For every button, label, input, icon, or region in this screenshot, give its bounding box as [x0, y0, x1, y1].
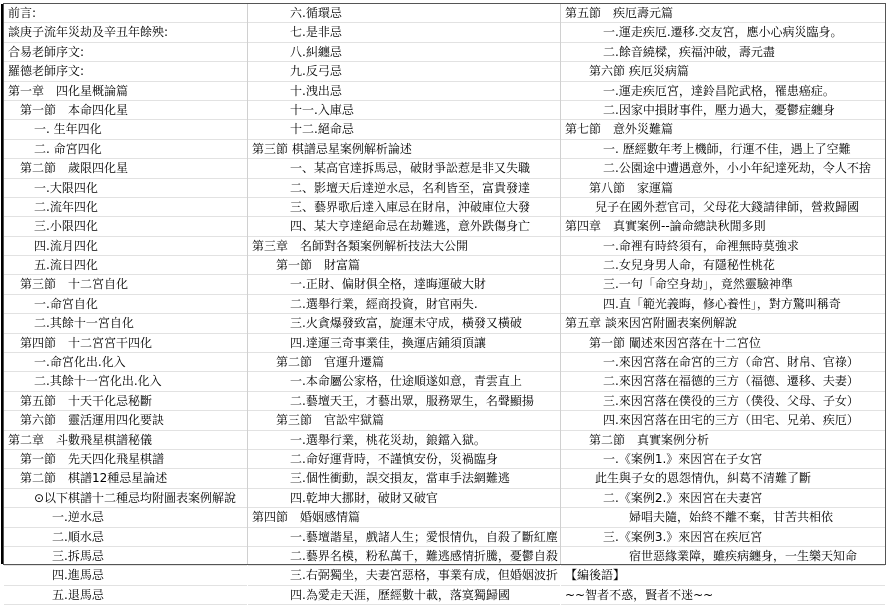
- toc-entry-text: 此生與子女的恩怨情仇，糾葛不清難了斷: [595, 471, 812, 486]
- toc-entry-text: 兒子在國外惹官司，父母花大錢請律師，營救歸國: [595, 199, 860, 214]
- toc-entry-text: 第三節 十二宮自化: [20, 277, 129, 292]
- toc-row: [4, 334, 247, 353]
- toc-row: [4, 140, 247, 159]
- toc-entry-text: 四.直「範光義晦，修心養性」，對方驚叫稱奇: [603, 296, 841, 311]
- toc-row: [248, 275, 560, 294]
- toc-entry-text: 三.個性衝動，誤交損友，當車手法網難逃: [290, 471, 510, 486]
- toc-entry-text: 第六節 靈活運用四化要訣: [20, 413, 165, 428]
- toc-row: [248, 566, 560, 585]
- table-of-contents-sheet: [3, 3, 886, 602]
- toc-row: [561, 334, 885, 353]
- toc-entry-text: 七.是非忌: [290, 25, 342, 40]
- toc-row: [248, 431, 560, 450]
- toc-row: [4, 295, 247, 314]
- toc-entry-text: 三.拆馬忌: [52, 548, 104, 563]
- toc-row: [561, 547, 885, 566]
- toc-entry-text: 第二節 棋譜12種忌星論述: [20, 471, 168, 486]
- toc-entry-text: 第五章 談來因宮附圖表案例解說: [565, 316, 737, 331]
- toc-entry-text: 五.退馬忌: [52, 587, 104, 602]
- toc-row: [248, 23, 560, 42]
- toc-entry-text: 談庚子流年災劫及辛丑年餘殃:: [8, 25, 169, 40]
- toc-row: [4, 411, 247, 430]
- toc-row: [561, 586, 885, 605]
- toc-entry-text: 二.藝界名模，粉私萬千，難逃感情折騰，憂鬱自殺: [290, 548, 558, 563]
- toc-row: [4, 82, 247, 101]
- toc-row: [561, 62, 885, 81]
- toc-row: [248, 508, 560, 527]
- toc-entry-text: 二.選舉行業，經商投資，財官兩失.: [290, 296, 478, 311]
- toc-row: [561, 159, 885, 178]
- toc-entry-text: 八.糾纏忌: [290, 44, 342, 59]
- toc-row: [561, 431, 885, 450]
- toc-entry-text: 三.來因宮落在僕役的三方（僕役、父母、子女）: [603, 393, 859, 408]
- toc-entry-text: 第八節 家運篇: [589, 180, 674, 195]
- toc-row: [248, 140, 560, 159]
- toc-entry-text: 三.《案例3.》來因宮在疾厄宮: [603, 529, 763, 544]
- toc-entry-text: 四.流月四化: [34, 238, 98, 253]
- toc-row: [561, 82, 885, 101]
- toc-entry-text: 三.火貪爆發致富，旋運未守成，橫發又橫破: [290, 316, 522, 331]
- toc-row: [4, 547, 247, 566]
- toc-entry-text: 第五節 十天干化忌秘斷: [20, 393, 153, 408]
- toc-entry-text: 一.運走疾厄宮，達鈴昌陀武格，罹患癌症。: [603, 83, 835, 98]
- toc-entry-text: 一.來因宮落在命宮的三方（命宮、財帛、官祿）: [603, 355, 859, 370]
- toc-row: [4, 566, 247, 585]
- toc-entry-text: 二.流年四化: [34, 199, 98, 214]
- toc-row: [561, 256, 885, 275]
- toc-row: [248, 314, 560, 333]
- toc-row: [561, 140, 885, 159]
- toc-entry-text: 三.小限四化: [34, 219, 98, 234]
- toc-row: [248, 217, 560, 236]
- toc-entry-text: 第二節 真實案例分析: [589, 432, 710, 447]
- toc-entry-text: 合易老師序文:: [8, 44, 85, 59]
- toc-row: [248, 101, 560, 120]
- toc-row: [248, 256, 560, 275]
- toc-entry-text: 一.《案例1.》來因宮在子女宮: [603, 451, 763, 466]
- toc-entry-text: 第四節 十二宮宮干四化: [20, 335, 153, 350]
- toc-entry-text: 四.達運三奇事業佳，換運店鋪須頂讓: [290, 335, 486, 350]
- toc-row: [4, 372, 247, 391]
- toc-entry-text: 一.大限四化: [34, 180, 98, 195]
- toc-row: [248, 179, 560, 198]
- toc-row: [4, 508, 247, 527]
- toc-entry-text: ~~智者不惑，賢者不迷~~: [565, 587, 714, 602]
- toc-entry-text: 二.餘音繞樑，疾福沖破，壽元盡: [603, 44, 775, 59]
- toc-row: [4, 275, 247, 294]
- toc-entry-text: 二.其餘十一宮自化: [34, 316, 134, 331]
- toc-row: [248, 353, 560, 372]
- toc-entry-text: 第三章 名師對各類案例解析技法大公開: [252, 238, 469, 253]
- toc-entry-text: 第一節 本命四化星: [20, 102, 129, 117]
- toc-entry-text: 二.女兒身男人命，有隱秘性桃花: [603, 258, 775, 273]
- toc-entry-text: 一.命宮化出.化入: [34, 355, 126, 370]
- toc-entry-text: 二.《案例2.》來因宮在夫妻宮: [603, 490, 763, 505]
- toc-entry-text: 第六節 疾厄災病篇: [589, 64, 689, 79]
- toc-entry-text: 二、影壇天后達逆水忌，名利皆至，富貴發達: [290, 180, 531, 195]
- toc-entry-text: 二.公園途中遭遇意外，小小年紀達死劫，令人不捨: [603, 161, 871, 176]
- toc-row: [561, 566, 885, 585]
- toc-entry-text: 第五節 疾厄壽元篇: [565, 6, 674, 20]
- toc-row: [561, 450, 885, 469]
- toc-entry-text: 四.乾坤大挪財，破財又破官: [290, 490, 438, 505]
- toc-entry-text: 第一章 四化星概論篇: [8, 83, 129, 98]
- toc-entry-text: 四.來因宮落在田宅的三方（田宅、兄弟、疾厄）: [603, 413, 859, 428]
- toc-row: [248, 411, 560, 430]
- toc-entry-text: 三、藝界歌后達入庫忌在財帛，沖破庫位大發: [290, 199, 531, 214]
- toc-row: [4, 179, 247, 198]
- toc-entry-text: 三.右弼獨坐，夫妻宮惡格，事業有成，但婚姻波折: [290, 568, 558, 583]
- toc-row: [4, 469, 247, 488]
- toc-entry-text: 婦唱夫隨，始終不離不棄，甘苦共相依: [629, 510, 834, 525]
- toc-entry-text: 二.藝壇天王，才藝出眾，服務眾生，名聲顯揚: [290, 393, 534, 408]
- toc-column-1: [4, 4, 248, 602]
- toc-entry-text: 四.進馬忌: [52, 568, 104, 583]
- toc-entry-text: 二.命好運背時，不謹慎安份，災禍臨身: [290, 451, 498, 466]
- toc-entry-text: 一.選舉行業，桃花災劫，鋃鐺入獄。: [290, 432, 486, 447]
- toc-column-2: [248, 4, 561, 602]
- toc-row: [248, 392, 560, 411]
- toc-row: [4, 256, 247, 275]
- toc-column-3: [561, 4, 885, 602]
- toc-row: [561, 23, 885, 42]
- toc-row: [561, 295, 885, 314]
- toc-row: [248, 159, 560, 178]
- toc-entry-text: 前言:: [8, 6, 37, 20]
- toc-entry-text: 第四章 真實案例--論命總訣秋閒多則: [565, 219, 766, 234]
- toc-row: [248, 547, 560, 566]
- toc-entry-text: 一. 歷經數年考上機師，行運不佳，遇上了空難: [603, 141, 851, 156]
- toc-entry-text: 六.循環忌: [290, 6, 342, 20]
- toc-row: [561, 101, 885, 120]
- toc-entry-text: 二. 命宮四化: [34, 141, 102, 156]
- toc-row: [4, 159, 247, 178]
- toc-entry-text: 二.順水忌: [52, 529, 104, 544]
- toc-row: [4, 101, 247, 120]
- toc-row: [248, 120, 560, 139]
- toc-row: [561, 314, 885, 333]
- toc-row: [248, 586, 560, 605]
- toc-row: [561, 198, 885, 217]
- toc-row: [561, 469, 885, 488]
- toc-row: [561, 411, 885, 430]
- toc-row: [4, 314, 247, 333]
- toc-row: [248, 82, 560, 101]
- toc-entry-text: 第七節 意外災難篇: [565, 122, 674, 137]
- toc-row: [4, 23, 247, 42]
- toc-row: [4, 528, 247, 547]
- toc-entry-text: 第二節 歲限四化星: [20, 161, 129, 176]
- toc-row: [4, 450, 247, 469]
- toc-row: [248, 450, 560, 469]
- toc-entry-text: 十.洩出忌: [290, 83, 342, 98]
- toc-row: [561, 4, 885, 23]
- toc-row: [561, 528, 885, 547]
- toc-row: [4, 43, 247, 62]
- toc-entry-text: 二.其餘十一宮化出.化入: [34, 374, 162, 389]
- toc-row: [4, 353, 247, 372]
- toc-entry-text: 第三節 官訟牢獄篇: [276, 413, 385, 428]
- toc-row: [248, 43, 560, 62]
- toc-row: [4, 62, 247, 81]
- toc-row: [561, 120, 885, 139]
- toc-entry-text: 宿世惡緣業障，雖疾病纏身，一生樂天知命: [629, 548, 858, 563]
- toc-row: [248, 469, 560, 488]
- toc-row: [248, 528, 560, 547]
- toc-row: [561, 508, 885, 527]
- toc-entry-text: 第一節 闡述來因宮落在十二宮位: [589, 335, 761, 350]
- toc-row: [4, 4, 247, 23]
- toc-row: [248, 334, 560, 353]
- toc-row: [4, 586, 247, 605]
- toc-entry-text: 第一節 財富篇: [276, 258, 361, 273]
- toc-row: [561, 217, 885, 236]
- toc-row: [248, 489, 560, 508]
- toc-entry-text: 一.逆水忌: [52, 510, 104, 525]
- toc-entry-text: 四、某大亨達絕命忌在劫難逃，意外跌傷身亡: [290, 219, 531, 234]
- toc-row: [561, 372, 885, 391]
- toc-row: [561, 489, 885, 508]
- toc-entry-text: 三.一句「命空身劫」，竟然靈驗神準: [603, 277, 793, 292]
- toc-row: [248, 4, 560, 23]
- toc-entry-text: 第一節 先天四化飛星棋譜: [20, 451, 165, 466]
- toc-row: [4, 431, 247, 450]
- toc-entry-text: 第二節 官運升遷篇: [276, 355, 385, 370]
- toc-row: [561, 353, 885, 372]
- toc-entry-text: 第四節 婚姻感情篇: [252, 510, 361, 525]
- toc-entry-text: 五.流日四化: [34, 258, 98, 273]
- toc-entry-text: 羅德老師序文:: [8, 64, 85, 79]
- toc-row: [4, 120, 247, 139]
- toc-row: [248, 198, 560, 217]
- toc-entry-text: 一.命宮自化: [34, 296, 98, 311]
- toc-row: [248, 372, 560, 391]
- toc-entry-text: 一.命裡有時終須有，命裡無時莫強求: [603, 238, 799, 253]
- toc-row: [561, 392, 885, 411]
- toc-row: [561, 275, 885, 294]
- toc-entry-text: 四.為愛走天涯，歷經數十載，落寞獨歸國: [290, 587, 510, 602]
- toc-entry-text: ⊙以下棋譜十二種忌均附圖表案例解說: [34, 490, 237, 505]
- toc-entry-text: 一.本命屬公家格，仕途順遂如意，青雲直上: [290, 374, 522, 389]
- toc-row: [4, 392, 247, 411]
- toc-entry-text: 九.反弓忌: [290, 64, 342, 79]
- toc-row: [561, 237, 885, 256]
- toc-entry-text: 第二章 斗數飛星棋譜秘儀: [8, 432, 153, 447]
- toc-row: [4, 237, 247, 256]
- toc-row: [248, 295, 560, 314]
- toc-entry-text: 一. 生年四化: [34, 122, 102, 137]
- toc-entry-text: 第三節 棋譜忌星案例解析論述: [252, 141, 412, 156]
- toc-entry-text: 十二.絕命忌: [290, 122, 354, 137]
- toc-row: [4, 217, 247, 236]
- toc-entry-text: 二.因家中損財事件，壓力過大，憂鬱症纏身: [603, 102, 835, 117]
- toc-entry-text: 十一.入庫忌: [290, 102, 354, 117]
- toc-entry-text: 二.來因宮落在福德的三方（福德、遷移、夫妻）: [603, 374, 859, 389]
- toc-row: [561, 179, 885, 198]
- toc-entry-text: 一.藝壇諧星，戲諸人生；愛恨情仇，自殺了斷紅塵: [290, 529, 558, 544]
- toc-row: [4, 198, 247, 217]
- toc-row: [4, 489, 247, 508]
- toc-row: [561, 43, 885, 62]
- toc-row: [248, 62, 560, 81]
- toc-entry-text: 【編後語】: [565, 568, 626, 583]
- toc-entry-text: 一、某高官達拆馬忌，破財爭訟惹是非又失職: [290, 161, 531, 176]
- toc-entry-text: 一.正財、偏財俱全格，達晦運破大財: [290, 277, 486, 292]
- toc-entry-text: 一.運走疾厄.遷移.交友宮，應小心病災臨身。: [603, 25, 843, 40]
- text-cursor: [1, 4, 3, 564]
- toc-row: [248, 237, 560, 256]
